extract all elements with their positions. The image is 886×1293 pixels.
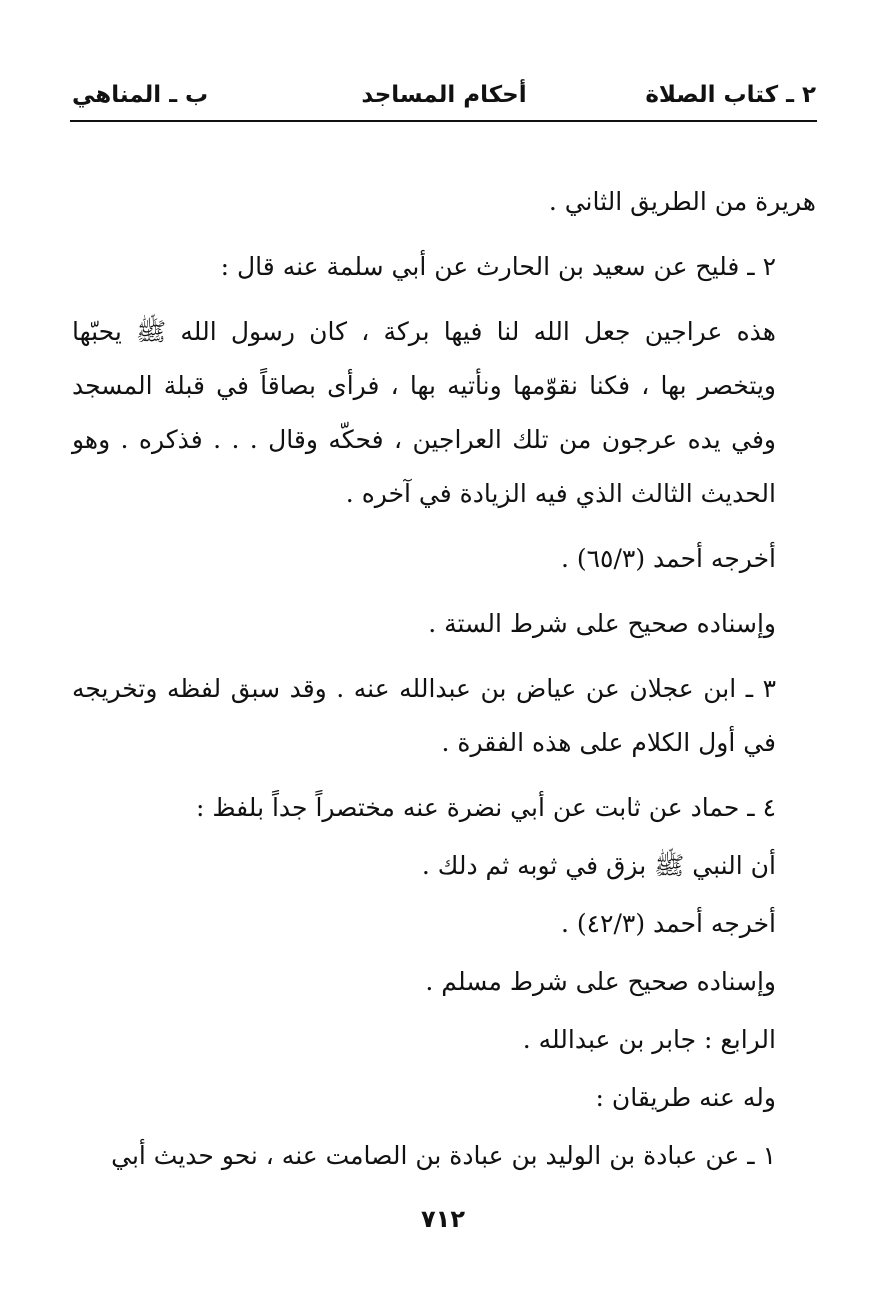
paragraph: وله عنه طريقان : [595,1083,776,1112]
paragraph: أن النبي ﷺ بزق في ثوبه ثم دلك . [421,851,776,880]
paragraph: هريرة من الطريق الثاني . [548,187,816,216]
paragraph: ١ ـ عن عبادة بن الوليد بن عبادة بن الصامت عنه ، نحو حديث أبي [111,1141,776,1170]
paragraph: ٣ ـ ابن عجلان عن عياض بن عبدالله عنه . وقد سبق لفظه وتخريجه في أول الكلام على هذه الفقرة . [72,674,776,757]
paragraph: أخرجه أحمد (٦٥/٣) . [560,544,776,573]
body-text [72,175,816,1194]
paragraph: وإسناده صحيح على شرط مسلم . [425,967,776,996]
paragraph: الرابع : جابر بن عبدالله . [522,1025,776,1054]
running-header [72,82,816,118]
header-title: أحكام المساجد [361,82,527,108]
page-number: ٧١٢ [421,1205,465,1233]
paragraph: أخرجه أحمد (٤٢/٣) . [560,909,776,938]
header-section: ب ـ المناهي [72,82,209,108]
paragraph: هذه عراجين جعل الله لنا فيها بركة ، كان رسول الله ﷺ يحبّها ويتخصر بها ، فكنا نقوّمها ونأتيه بها ، فرأى بصاقاً في قبلة المسجد وفي يده عرجون من تلك العراجين ، فحكّه وقال . . . فذكره . وهو الحديث الثالث الذي فيه الزيادة في آخره . [72,317,776,508]
paragraph: ٤ ـ حماد عن ثابت عن أبي نضرة عنه مختصراً جداً بلفظ : [196,793,776,822]
paragraph: وإسناده صحيح على شرط الستة . [428,609,776,638]
header-chapter: ٢ ـ كتاب الصلاة [645,82,816,108]
paragraph: ٢ ـ فليح عن سعيد بن الحارث عن أبي سلمة عنه قال : [220,252,776,281]
header-rule [70,120,817,122]
